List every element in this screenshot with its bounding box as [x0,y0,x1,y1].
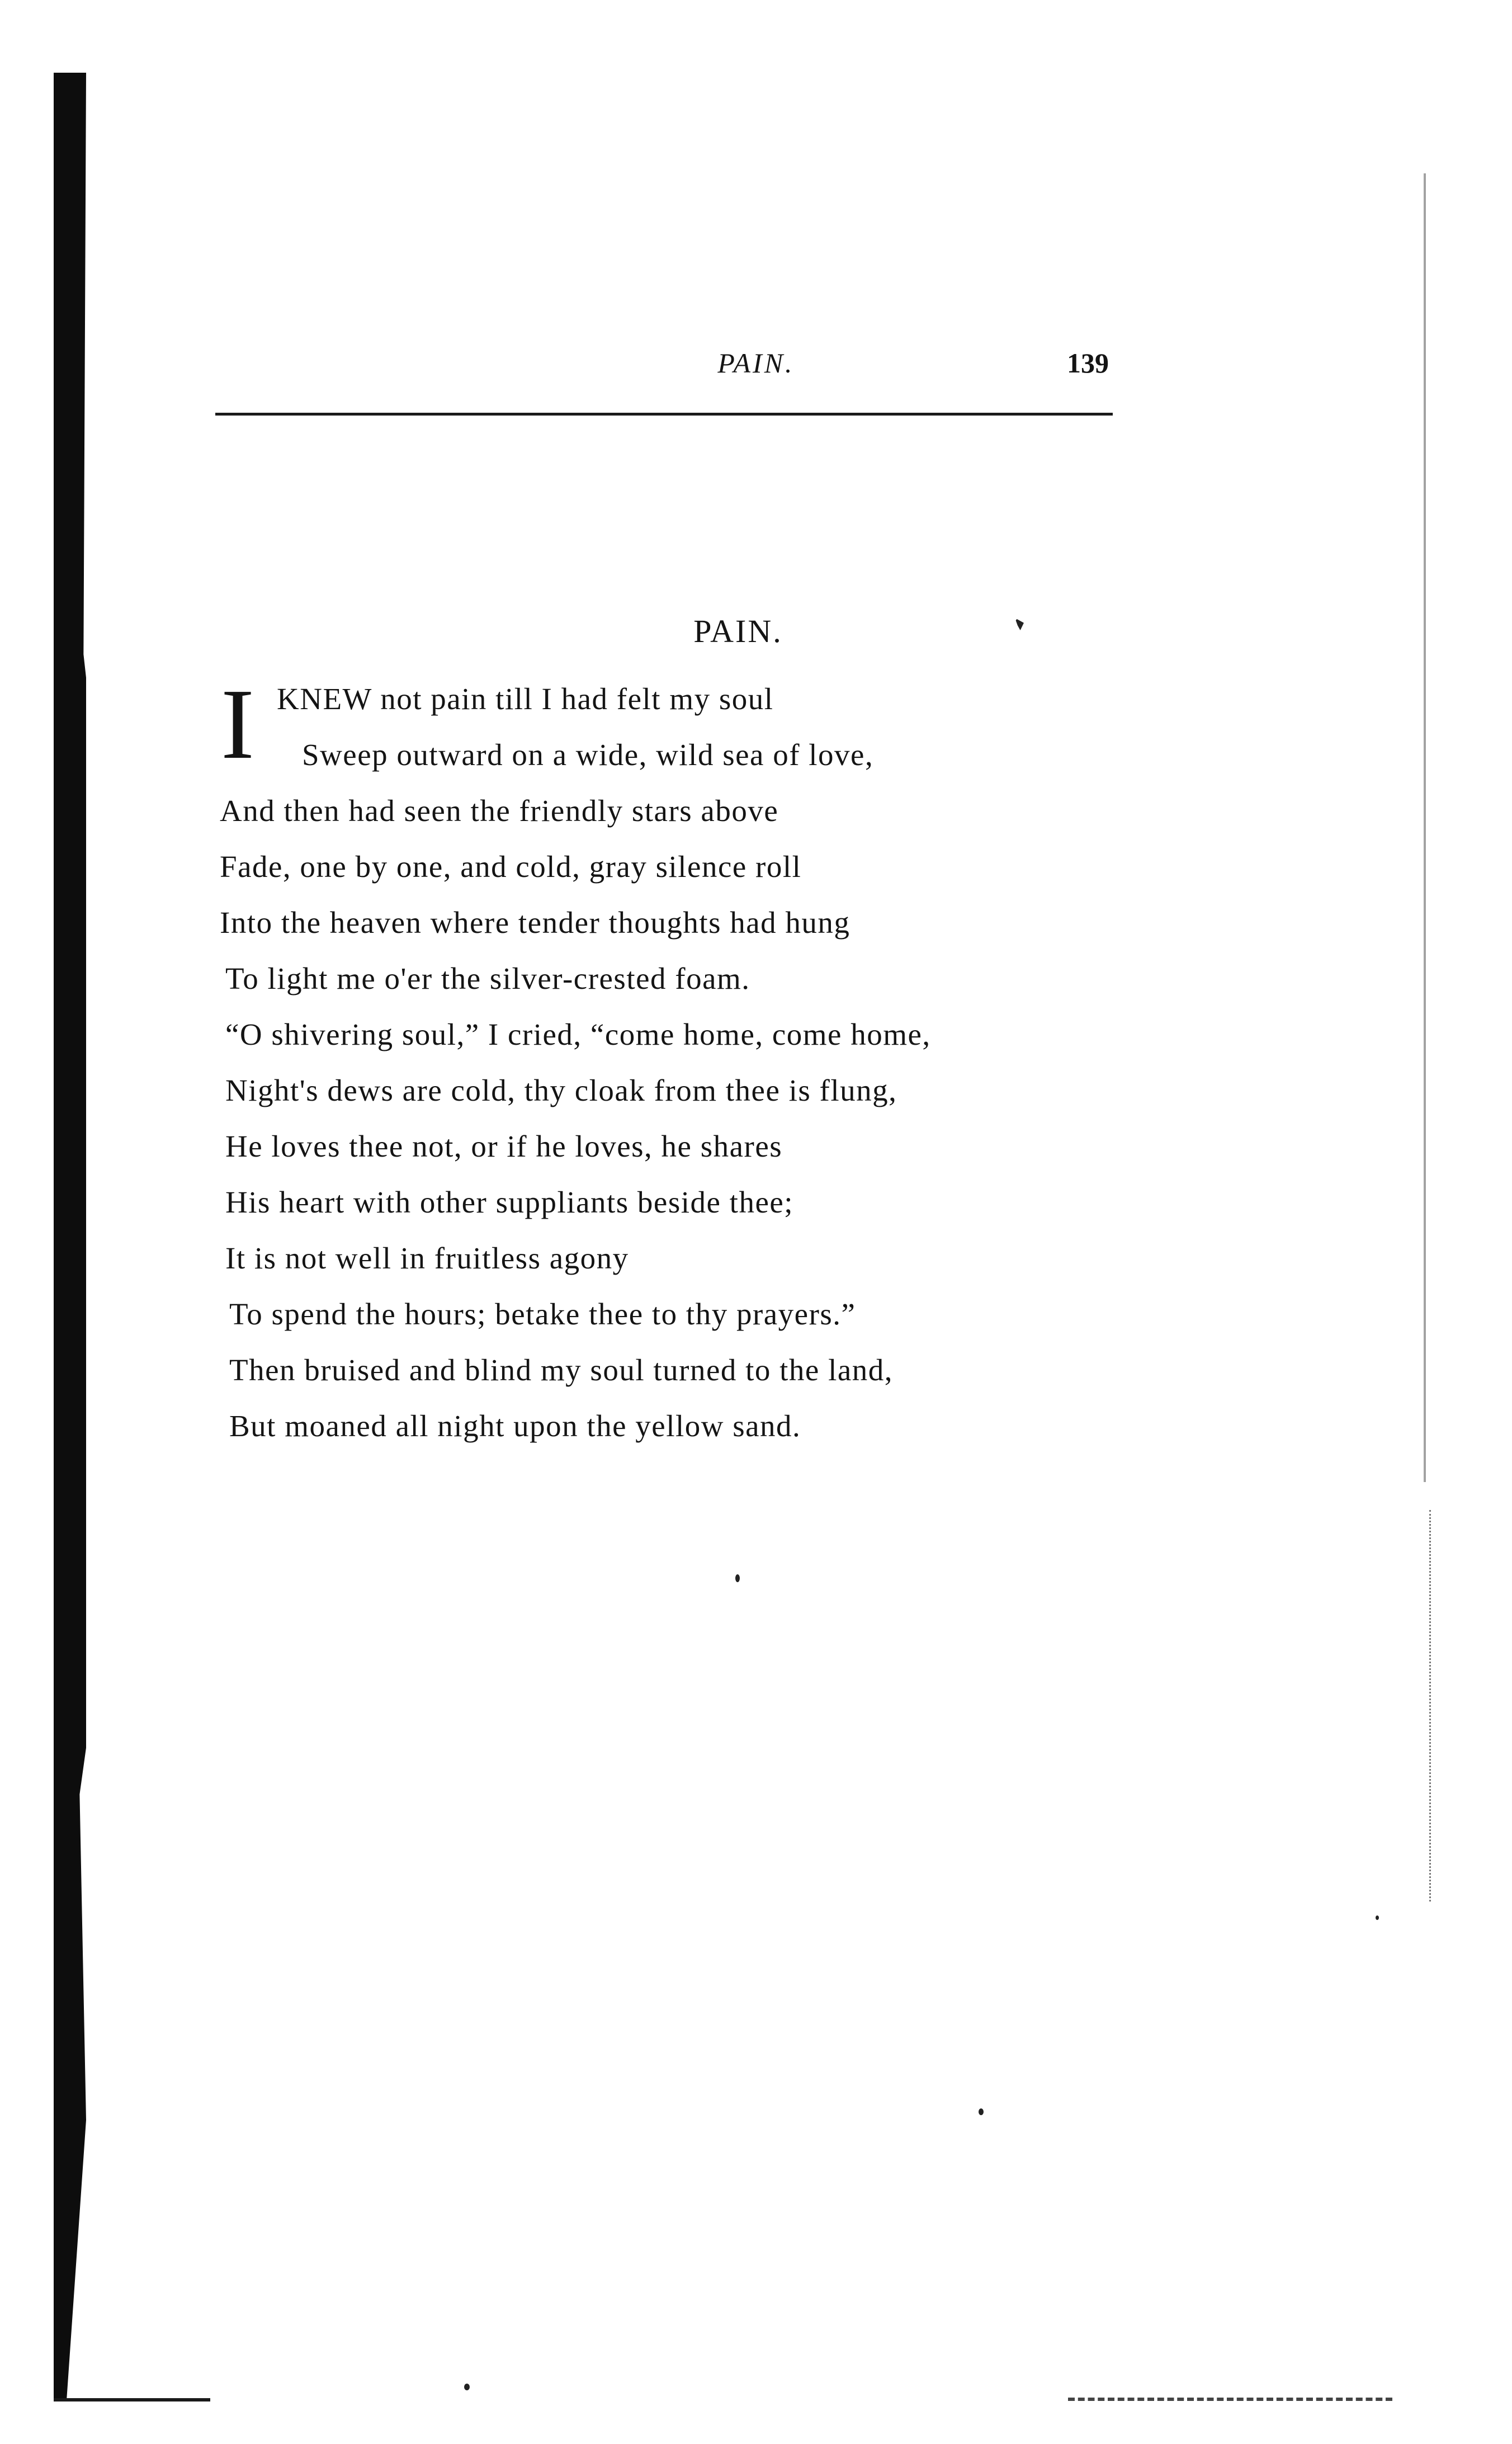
poem-line: And then had seen the friendly stars above [220,794,779,828]
poem-line: Then bruised and blind my soul turned to the land, [229,1353,894,1387]
poem-title: PAIN. [693,613,783,649]
poem-line: “O shivering soul,” I cried, “come home, come home, [225,1017,931,1051]
running-head-title: PAIN. [717,347,795,379]
poem-line: To light me o'er the silver-crested foam. [225,961,750,995]
page-edge-dots [1429,1510,1433,1902]
poem-line: Sweep outward on a wide, wild sea of love, [302,738,874,772]
poem-line: He loves thee not, or if he loves, he shares [225,1129,783,1163]
poem-line: Into the heaven where tender thoughts had hung [220,905,850,940]
bottom-edge-dashes [1068,2398,1392,2401]
poem-line: To spend the hours; betake thee to thy prayers.” [229,1297,856,1331]
poem-line: His heart with other suppliants beside thee; [225,1185,794,1219]
header-rule [215,413,1113,416]
binding-shadow [54,73,86,2399]
poem-line: Fade, one by one, and cold, gray silence roll [220,850,802,884]
scan-speck [735,1574,740,1582]
scan-speck [464,2384,470,2390]
page-number: 139 [1067,347,1109,379]
poem-line: It is not well in fruitless agony [225,1241,629,1275]
binding-shadow-foot [54,2398,210,2401]
scan-speck [1376,1915,1379,1920]
poem-line: KNEW not pain till I had felt my soul [277,682,774,716]
poem-line: Night's dews are cold, thy cloak from thee is flung, [225,1073,897,1107]
drop-cap: I [221,668,254,780]
scan-speck [979,2108,984,2115]
poem-line: But moaned all night upon the yellow sand. [229,1409,801,1443]
